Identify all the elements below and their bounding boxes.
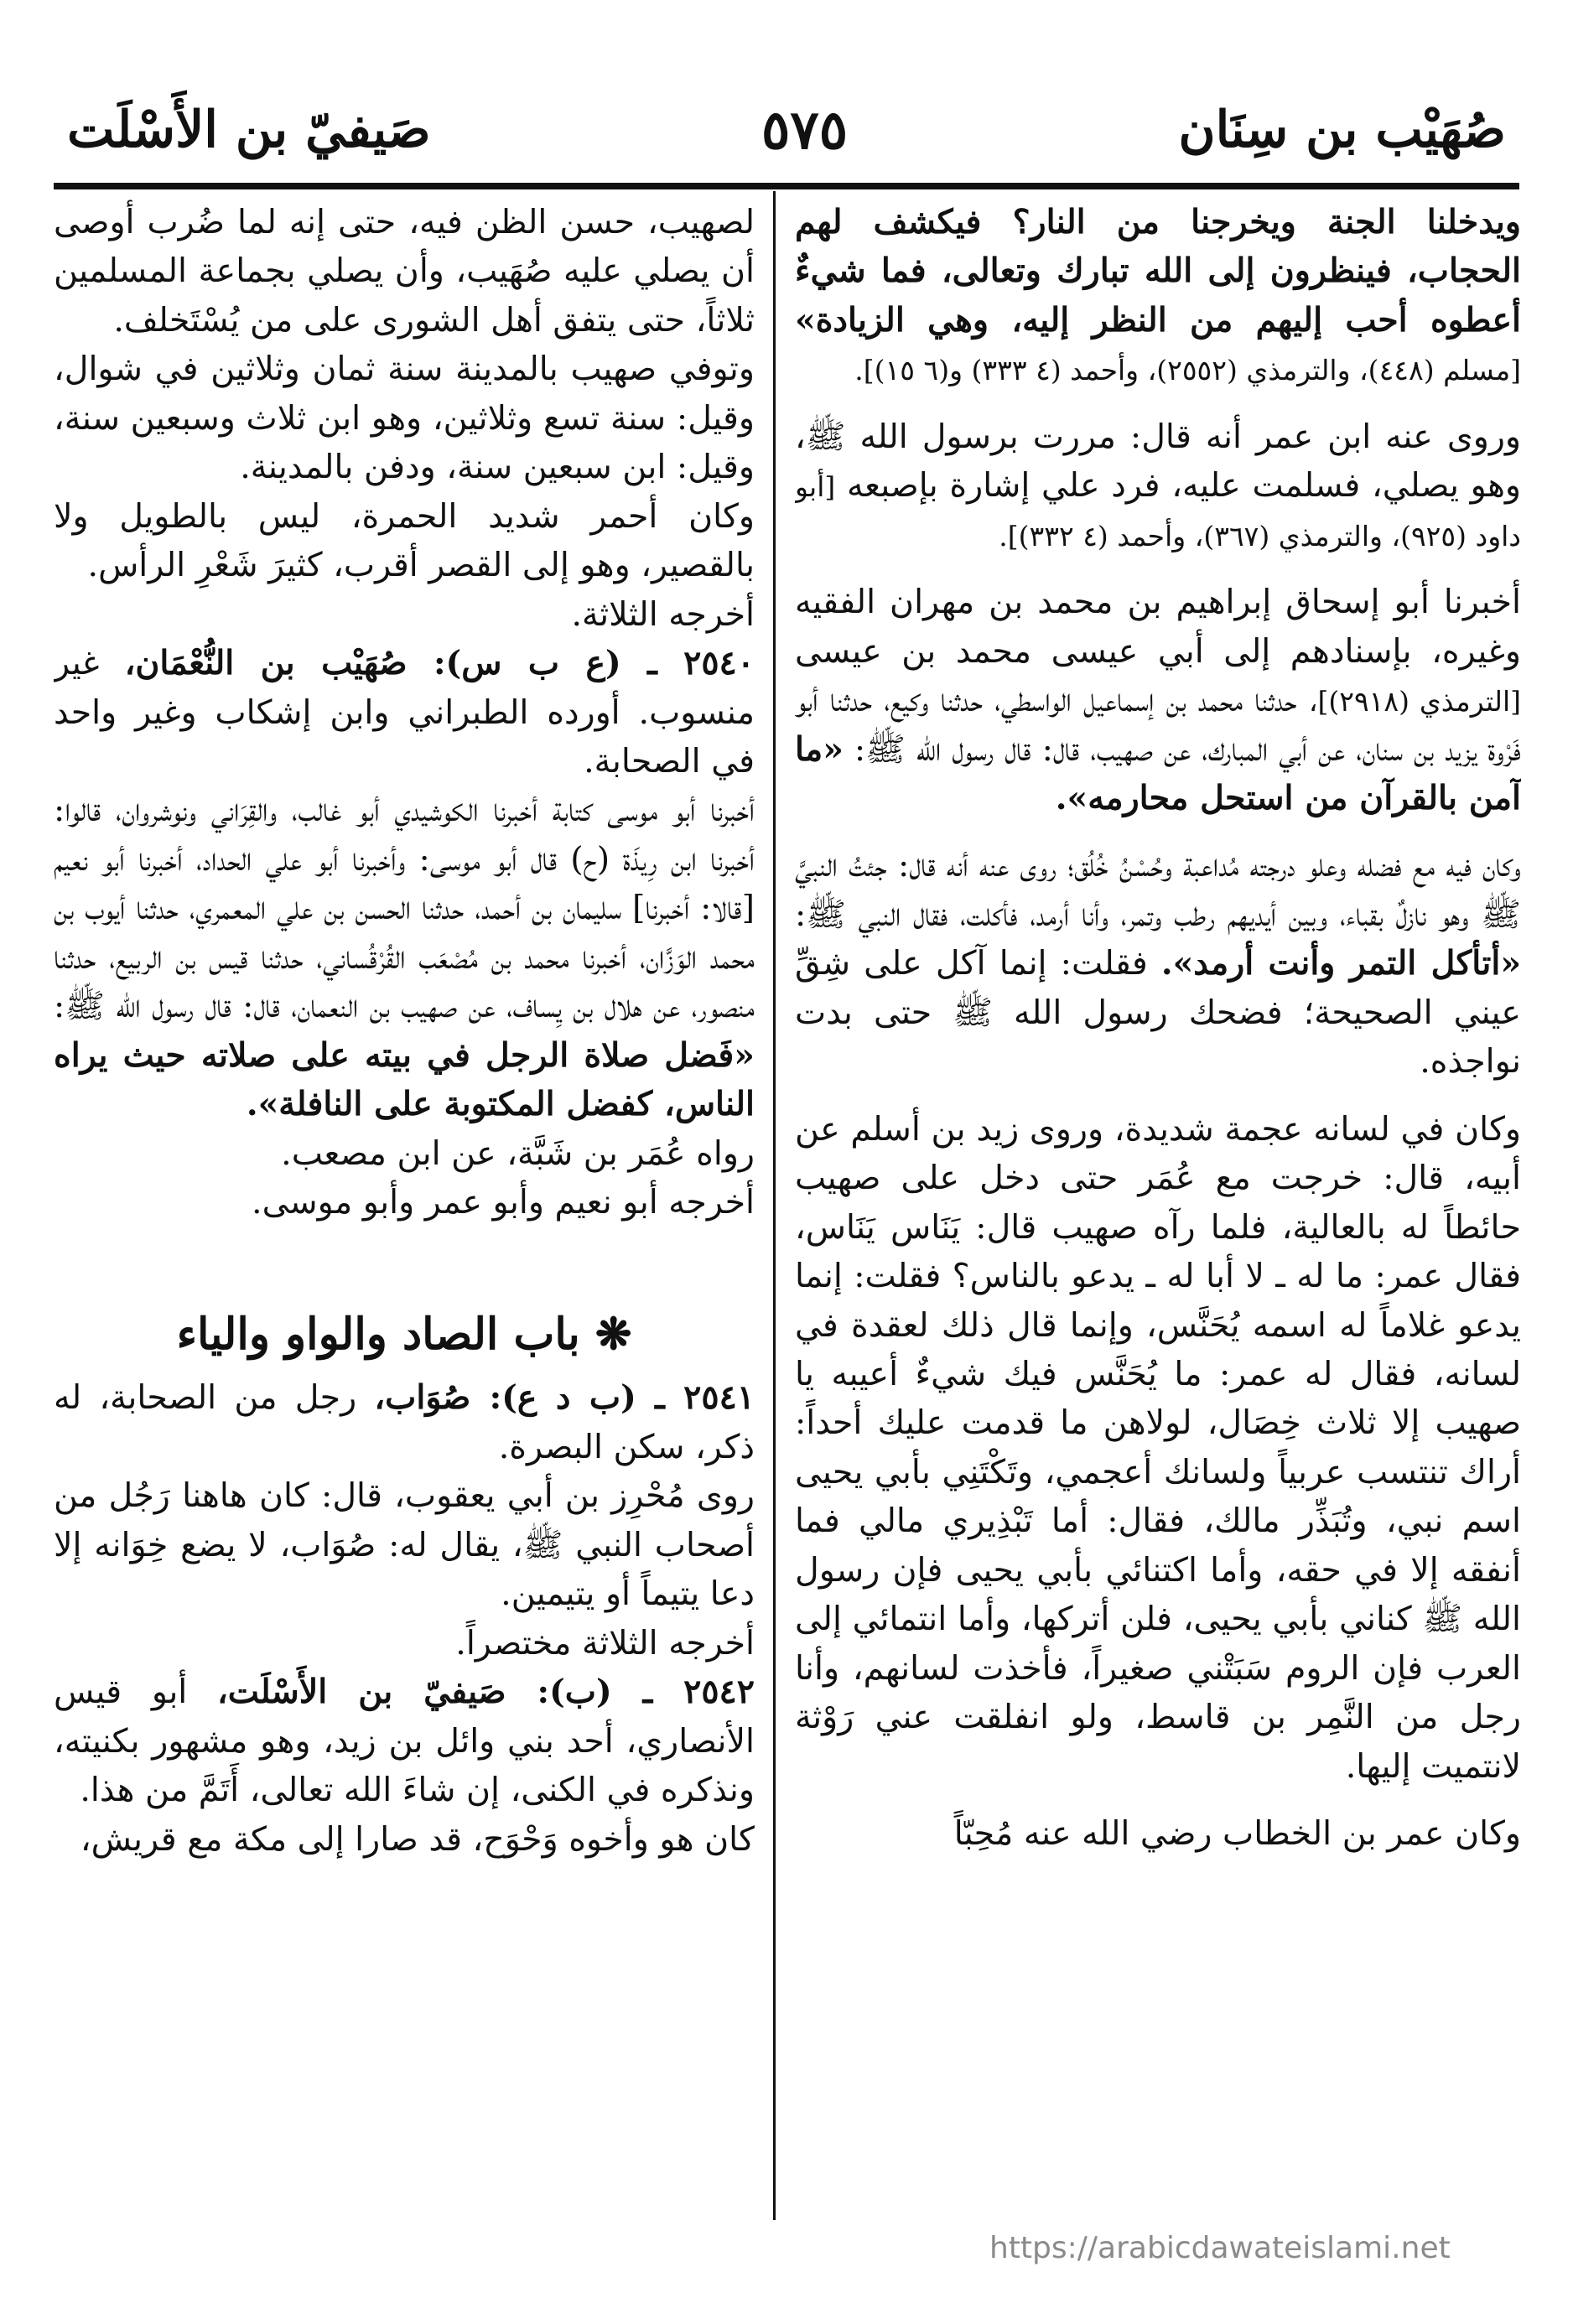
hadith-text: «ما آمن بالقرآن من استحل محارمه».	[795, 729, 1521, 817]
body-text: وروى عنه ابن عمر أنه قال: مررت برسول الله ﷺ، وهو يصلي، فسلمت عليه، فرد علي إشارة بإصبعه	[795, 417, 1521, 506]
paragraph: وكان أحمر شديد الحمرة، ليس بالطويل ولا بالقصير، وهو إلى القصر أقرب، كثيرَ شَعْرِ الرأس.	[54, 496, 755, 585]
paragraph: روى مُحْرِز بن أبي يعقوب، قال: كان هاهنا رَجُل من أصحاب النبي ﷺ، يقال له: صُوَاب، لا يضع خِوَانه إلا دعا يتيماً أو يتيمين.	[54, 1476, 755, 1614]
paragraph	[54, 786, 755, 1128]
paragraph: لصهيب، حسن الظن فيه، حتى إنه لما ضُرب أوصى أن يصلي عليه صُهَيب، وأن يصلي بجماعة المسلمين ثلاثاً، حتى يتفق أهل الشورى على من يُسْتَخلف.	[54, 203, 755, 340]
page-number: ٥٧٥	[761, 98, 849, 162]
hadith-text: «فَضل صلاة الرجل في بيته على صلاته حيث يراه الناس، كفضل المكتوبة على النافلة».	[54, 1035, 755, 1124]
paragraph	[795, 412, 1521, 559]
paragraph: كان هو وأخوه وَحْوَح، قد صارا إلى مكة مع قريش،	[80, 1819, 755, 1859]
watermark-url: https://arabicdawateislami.net	[989, 2231, 1451, 2265]
right-column	[795, 198, 1521, 2227]
entry-2542	[54, 1668, 755, 1814]
entry-heading: ٢٥٤١ ـ (ب د ع): صُوَاب،	[374, 1378, 755, 1418]
body-text: وكان فيه مع فضله وعلو درجته مُداعبة وحُسْنُ خُلُق؛ روى عنه أنه قال: جئتُ النبيَّ ﷺ وهو نازلٌ بقباء، وبين أيديهم رطب وتمر، وأنا أرمد، فأكلت، فقال النبي ﷺ:	[795, 846, 1521, 934]
column-divider	[773, 191, 776, 2220]
entry-heading: ٢٥٤٠ ـ (ع ب س): صُهَيْب بن النُّعْمَان،	[124, 644, 755, 683]
body-text: فقلت: إنما آكل على شِقِّ عيني الصحيحة؛ فضحك رسول الله ﷺ حتى بدت نواجذه.	[795, 944, 1521, 1082]
entry-2540	[54, 639, 755, 786]
hadith-text: «أتأكل التمر وأنت أرمد».	[1160, 944, 1521, 983]
paragraph: وتوفي صهيب بالمدينة سنة ثمان وثلاثين في شوال، وقيل: سنة تسع وثلاثين، وهو ابن ثلاث وسبعين سنة، وقيل: ابن سبعين سنة، ودفن بالمدينة.	[54, 350, 755, 487]
body-text: رجل من الصحابة، له ذكر، سكن البصرة.	[54, 1378, 755, 1466]
body-text: أبو قيس الأنصاري، أحد بني وائل بن زيد، وهو مشهور بكنيته، ونذكره في الكنى، إن شاءَ الله تعالى، أَتَمَّ من هذا.	[54, 1673, 755, 1810]
paragraph: رواه عُمَر بن شَبَّة، عن ابن مصعب.	[281, 1133, 755, 1173]
paragraph	[795, 841, 1521, 1086]
paragraph: أخرجه أبو نعيم وأبو عمر وأبو موسى.	[252, 1183, 755, 1222]
citation: [مسلم (٤٤٨)، والترمذي (٢٥٥٢)، وأحمد (٤ ٣٣٣) و(٦ ١٥)].	[854, 354, 1521, 387]
paragraph: أخرجه الثلاثة.	[571, 594, 755, 634]
paragraph: أخرجه الثلاثة مختصراً.	[455, 1623, 755, 1663]
citation: [الترمذي (٢٩١٨)]،	[1308, 685, 1521, 718]
citation: [أبو داود (٩٢٥)، والترمذي (٣٦٧)، وأحمد (٤ ٣٣٢)].	[795, 470, 1521, 552]
running-title-left: صَيفيّ بن الأَسْلَت	[67, 101, 431, 159]
left-column	[54, 198, 755, 2227]
paragraph: وكان عمر بن الخطاب رضي الله عنه مُحِبّاً	[953, 1814, 1521, 1854]
hadith-text: ويدخلنا الجنة ويخرجنا من النار؟ فيكشف لهم الحجاب، فينظرون إلى الله تبارك وتعالى، فما شيءٌ أعطوه أحب إليهم من النظر إليه، وهي الزيادة»	[795, 203, 1521, 340]
entry-heading: ٢٥٤٢ ـ (ب): صَيفيّ بن الأَسْلَت،	[217, 1673, 755, 1712]
entry-2541	[54, 1373, 755, 1471]
body-text: أخبرنا أبو موسى كتابة أخبرنا الكوشيدي أبو غالب، والقِرَاني ونوشروان، قالوا: أخبرنا ابن رِيذَة (ح) قال أبو موسى: وأخبرنا أبو علي الحداد، أخبرنا أبو نعيم [قالا: أخبرنا] سليمان بن أحمد، حدثنا الحسن بن علي المعمري، حدثنا أيوب بن محمد الوَزَّان، أخبرنا محمد بن مُصْعَب القُرْقُساني، حدثنا قيس بن الربيع، حدثنا منصور، عن هلال بن يِساف، عن صهيب بن النعمان، قال: قال رسول الله ﷺ:	[54, 791, 755, 1026]
body-text: أخبرنا أبو إسحاق إبراهيم بن محمد بن مهران الفقيه وغيره، بإسنادهم إلى أبي عيسى محمد بن عيسى	[795, 583, 1521, 671]
paragraph: وكان في لسانه عجمة شديدة، وروى زيد بن أسلم عن أبيه، قال: خرجت مع عُمَر حتى دخل على صهيب حائطاً له بالعالية، فلما رآه صهيب قال: يَنَاس يَنَاس، فقال عمر: ما له ـ لا أبا له ـ يدعو بالناس؟ فقلت: إنما يدعو غلاماً له اسمه يُحَنَّس، وإنما قال ذلك لعقدة في لسانه، فقال له عمر: ما يُحَنَّس فيك شيءٌ أعيبه يا صهيب إلا ثلاث خِصَال، لولاهن ما قدمت عليك أحداً: أراك تنتسب عربياً ولسانك أعجمي، وتَكْتَنِي بأبي يحيى اسم نبي، وتُبَذِّر مالك، فقال: أما تَبْذِيري مالي فما أنفقه إلا في حقه، وأما اكتنائي بأبي يحيى فإن رسول الله ﷺ كناني بأبي يحيى، فلن أتركها، وأما انتمائي إلى العرب فإن الروم سَبَتْني صغيراً، فأخذت لسانهم، وأنا رجل من النَّمِر بن قاسط، ولو انفلقت عني رَوْثة لانتميت إليها.	[795, 1109, 1521, 1786]
body-text: حدثنا محمد بن إسماعيل الواسطي، حدثنا وكيع، حدثنا أبو فَرْوة يزيد بن سنان، عن أبي المبارك، عن صهيب، قال: قال رسول الله ﷺ:	[795, 681, 1521, 769]
page-header	[67, 67, 1506, 193]
header-rule	[54, 183, 1519, 189]
paragraph	[795, 578, 1521, 822]
body-text: غير منسوب. أورده الطبراني وابن إشكاب وغير واحد في الصحابة.	[54, 644, 755, 781]
paragraph	[795, 198, 1521, 394]
chapter-heading: ❋ باب الصاد والواو والياء	[176, 1308, 632, 1360]
running-title-right: صُهَيْب بن سِنَان	[1178, 101, 1506, 159]
